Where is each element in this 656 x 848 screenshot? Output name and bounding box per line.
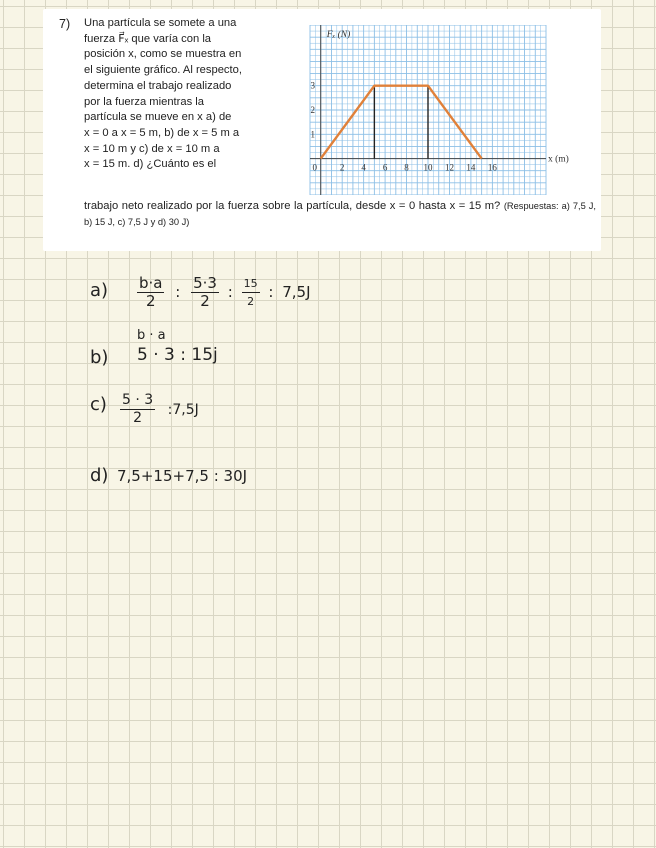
x-tick-label: 6 [382,162,388,173]
text-line: determina el trabajo realizado [84,79,232,92]
denominator: 2 [247,295,255,308]
work-c-expression [120,392,199,427]
work-a-label: a) [90,280,109,301]
problem-text-side [84,16,279,173]
text-line: x = 0 a x = 5 m, b) de x = 5 m a [84,126,240,139]
text-line: posición x, como se muestra en [84,48,242,61]
text-line: x = 10 m y c) de x = 10 m a [84,142,220,155]
denominator: 2 [133,410,143,426]
equals-sign: : [175,283,181,301]
numerator: 5 · 3 [122,392,154,408]
answers-note: (Respuestas: a) 7,5 J, b) 15 J, c) 7,5 J y d) 30 J) [84,201,597,227]
text-line: Una partícula se somete a una [84,17,237,29]
x-tick-label: 10 [423,162,433,173]
x-tick-label: 16 [487,162,497,173]
y-tick-label: 1 [310,129,315,140]
fraction [120,392,155,427]
tail-text: trabajo neto realizado por la fuerza sobre la partícula, desde x = 0 hasta x = 15 m? [84,200,501,212]
numerator: 15 [242,275,260,293]
result: 7,5J [282,283,311,301]
x-tick-label: 8 [404,162,409,173]
fraction [242,275,260,310]
x-tick-label: 0 [312,162,317,173]
numerator: b·a [139,274,163,292]
work-d-expression: 7,5+15+7,5 : 30J [117,467,248,485]
fraction [191,275,219,310]
problem-card [43,9,601,251]
y-axis-label: Fₓ (N) [326,30,351,41]
y-tick-label: 3 [310,80,315,91]
work-c-label: c) [90,394,107,415]
denominator: 2 [200,292,210,310]
text-line: fuerza F⃗ₓ que varía con la [84,32,212,45]
text-line: partícula se mueve en x a) de [84,111,232,124]
result: :7,5J [167,401,199,418]
x-tick-label: 12 [444,162,454,173]
problem-text-tail [84,199,596,230]
work-b-top: b · a [137,328,166,343]
work-a-expression [137,275,311,310]
equals-sign: : [227,283,233,301]
numerator: 5·3 [193,274,217,292]
x-axis-label: x (m) [548,154,569,165]
equals-sign: : [268,283,274,301]
y-tick-label: 2 [310,105,315,115]
fraction [137,275,164,310]
denominator: 2 [145,292,156,310]
force-position-graph [296,25,596,195]
work-d-label: d) [90,465,109,486]
text-line: x = 15 m. d) ¿Cuánto es el [84,158,217,171]
x-tick-label: 14 [466,162,476,173]
x-tick-label: 4 [361,162,366,173]
text-line: el siguiente gráfico. Al respecto, [84,64,242,77]
x-tick-label: 2 [339,162,345,173]
problem-number: 7) [59,17,71,31]
text-line: por la fuerza mientras la [84,95,205,108]
work-b-expression: 5 · 3 : 15j [137,345,218,365]
work-b-label: b) [90,347,109,368]
